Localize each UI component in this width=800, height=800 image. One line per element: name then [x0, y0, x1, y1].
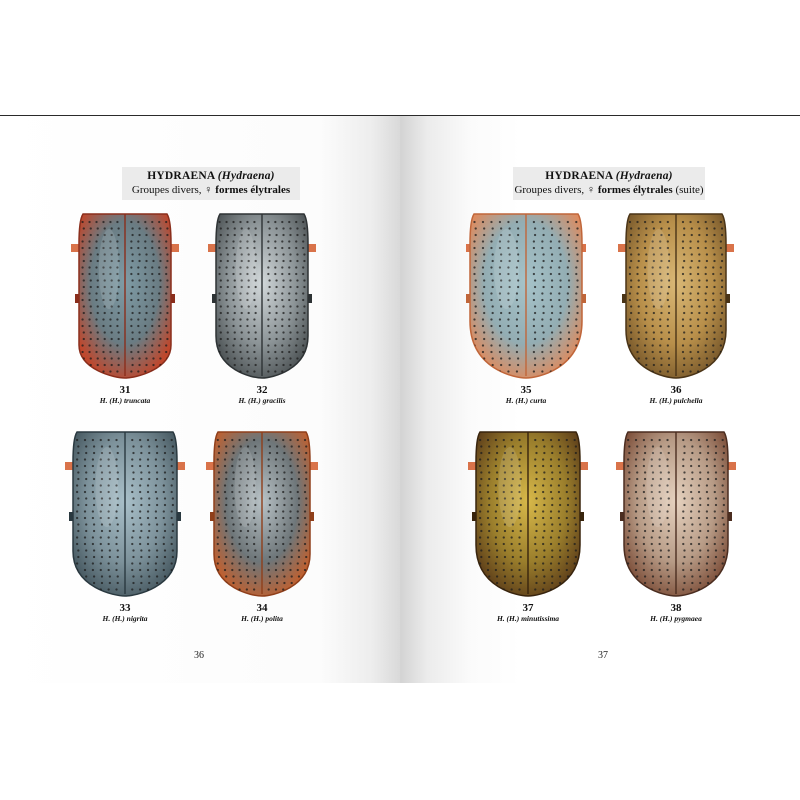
beetle-36-image: [616, 210, 736, 382]
right-header-subtitle: Groupes divers, ♀ formes élytrales (suite): [514, 184, 704, 196]
beetle-34-image: [202, 428, 322, 600]
figure-number: 33: [119, 602, 131, 614]
figure-37: [458, 428, 598, 624]
page-number-right: 37: [598, 650, 608, 661]
left-header-subtitle: Groupes divers, ♀ formes élytrales: [131, 184, 291, 196]
figure-number: 37: [522, 602, 534, 614]
figure-number: 32: [256, 384, 268, 396]
figure-36: [606, 210, 746, 406]
figure-31: [55, 210, 195, 406]
figure-number: 31: [119, 384, 131, 396]
figure-number: 38: [670, 602, 682, 614]
page-number-left: 36: [194, 650, 204, 661]
figure-number: 35: [520, 384, 532, 396]
right-header: [513, 167, 705, 200]
species-name: H. (H.) polita: [241, 614, 283, 623]
beetle-33-image: [65, 428, 185, 600]
species-name: H. (H.) truncata: [99, 396, 151, 405]
figure-38: [606, 428, 746, 624]
species-name: H. (H.) minutissima: [496, 614, 560, 623]
figure-32: [192, 210, 332, 406]
species-name: H. (H.) pulchella: [649, 396, 703, 405]
left-header-title: HYDRAENA (Hydraena): [147, 170, 275, 182]
left-header: [122, 167, 300, 200]
figure-number: 34: [256, 602, 268, 614]
species-name: H. (H.) gracilis: [238, 396, 286, 405]
species-name: H. (H.) curta: [505, 396, 547, 405]
species-name: H. (H.) nigrita: [102, 614, 148, 623]
beetle-31-image: [65, 210, 185, 382]
figure-35: [456, 210, 596, 406]
beetle-37-image: [468, 428, 588, 600]
left-page: [0, 116, 400, 683]
figure-34: [192, 428, 332, 624]
beetle-32-image: [202, 210, 322, 382]
right-page: [400, 116, 800, 683]
species-name: H. (H.) pygmaea: [650, 614, 702, 623]
figure-33: [55, 428, 195, 624]
beetle-38-image: [616, 428, 736, 600]
beetle-35-image: [466, 210, 586, 382]
right-header-title: HYDRAENA (Hydraena): [545, 170, 673, 182]
figure-number: 36: [670, 384, 682, 396]
